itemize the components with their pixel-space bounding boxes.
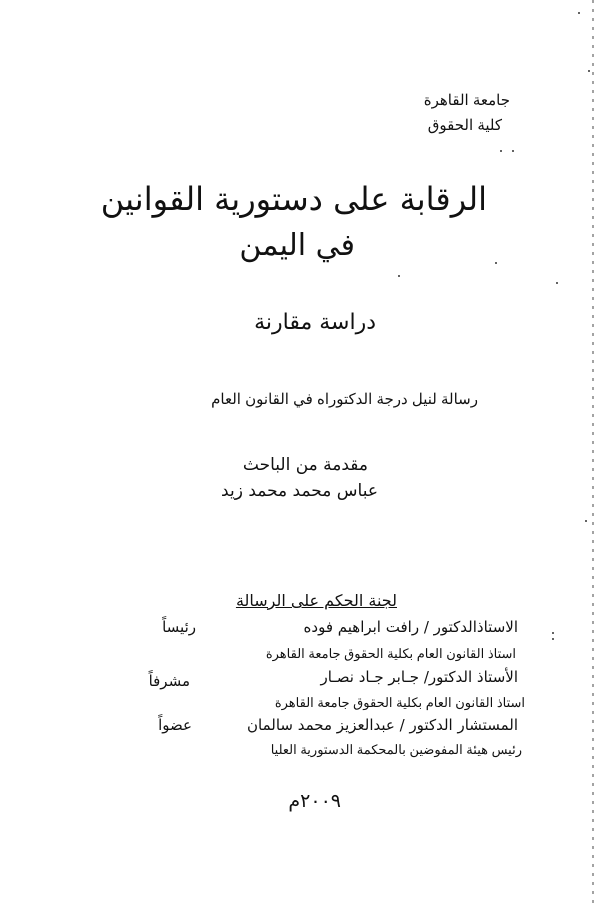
committee-heading: لجنة الحكم على الرسالة xyxy=(235,591,397,610)
degree-note: رسالة لنيل درجة الدكتوراه في القانون العام xyxy=(211,391,478,408)
scan-speck xyxy=(578,12,580,14)
scan-speck xyxy=(552,638,554,640)
scan-speck xyxy=(585,520,587,522)
scan-speck xyxy=(588,70,590,72)
scan-speck xyxy=(500,150,502,152)
researcher-name: عباس محمد محمد زيد xyxy=(221,481,378,501)
thesis-subtitle: دراسة مقارنة xyxy=(254,310,376,335)
committee-member-affiliation: استاذ القانون العام بكلية الحقوق جامعة القاهرة xyxy=(274,695,525,710)
scan-speck xyxy=(552,632,554,634)
thesis-title-line1: الرقابة على دستورية القوانين xyxy=(100,180,487,218)
faculty-name: كلية الحقوق xyxy=(427,117,502,134)
researcher-label: مقدمة من الباحث xyxy=(242,455,368,475)
scan-edge-artifact xyxy=(592,0,594,903)
committee-member-name: الأستاذ الدكتور/ جـابر جـاد نصـار xyxy=(320,668,518,686)
committee-member-role: عضواً xyxy=(158,716,192,734)
committee-member-role: رئيساً xyxy=(162,618,196,636)
scan-speck xyxy=(495,262,497,264)
scan-speck xyxy=(398,275,400,277)
committee-member-name: المستشار الدكتور / عبدالعزيز محمد سالمان xyxy=(247,716,518,734)
thesis-title-line2: في اليمن xyxy=(239,228,355,263)
committee-member-role: مشرفاً xyxy=(148,672,190,690)
university-name: جامعة القاهرة xyxy=(423,92,510,109)
committee-member-affiliation: رئيس هيئة المفوضين بالمحكمة الدستورية العليا xyxy=(270,742,522,757)
scan-speck xyxy=(512,150,514,152)
scan-speck xyxy=(556,282,558,284)
thesis-year: ٢٠٠٩م xyxy=(288,790,341,812)
committee-member-affiliation: استاذ القانون العام بكلية الحقوق جامعة القاهرة xyxy=(265,646,516,661)
committee-member-name: الاستاذالدكتور / رافت ابراهيم فوده xyxy=(303,618,518,636)
